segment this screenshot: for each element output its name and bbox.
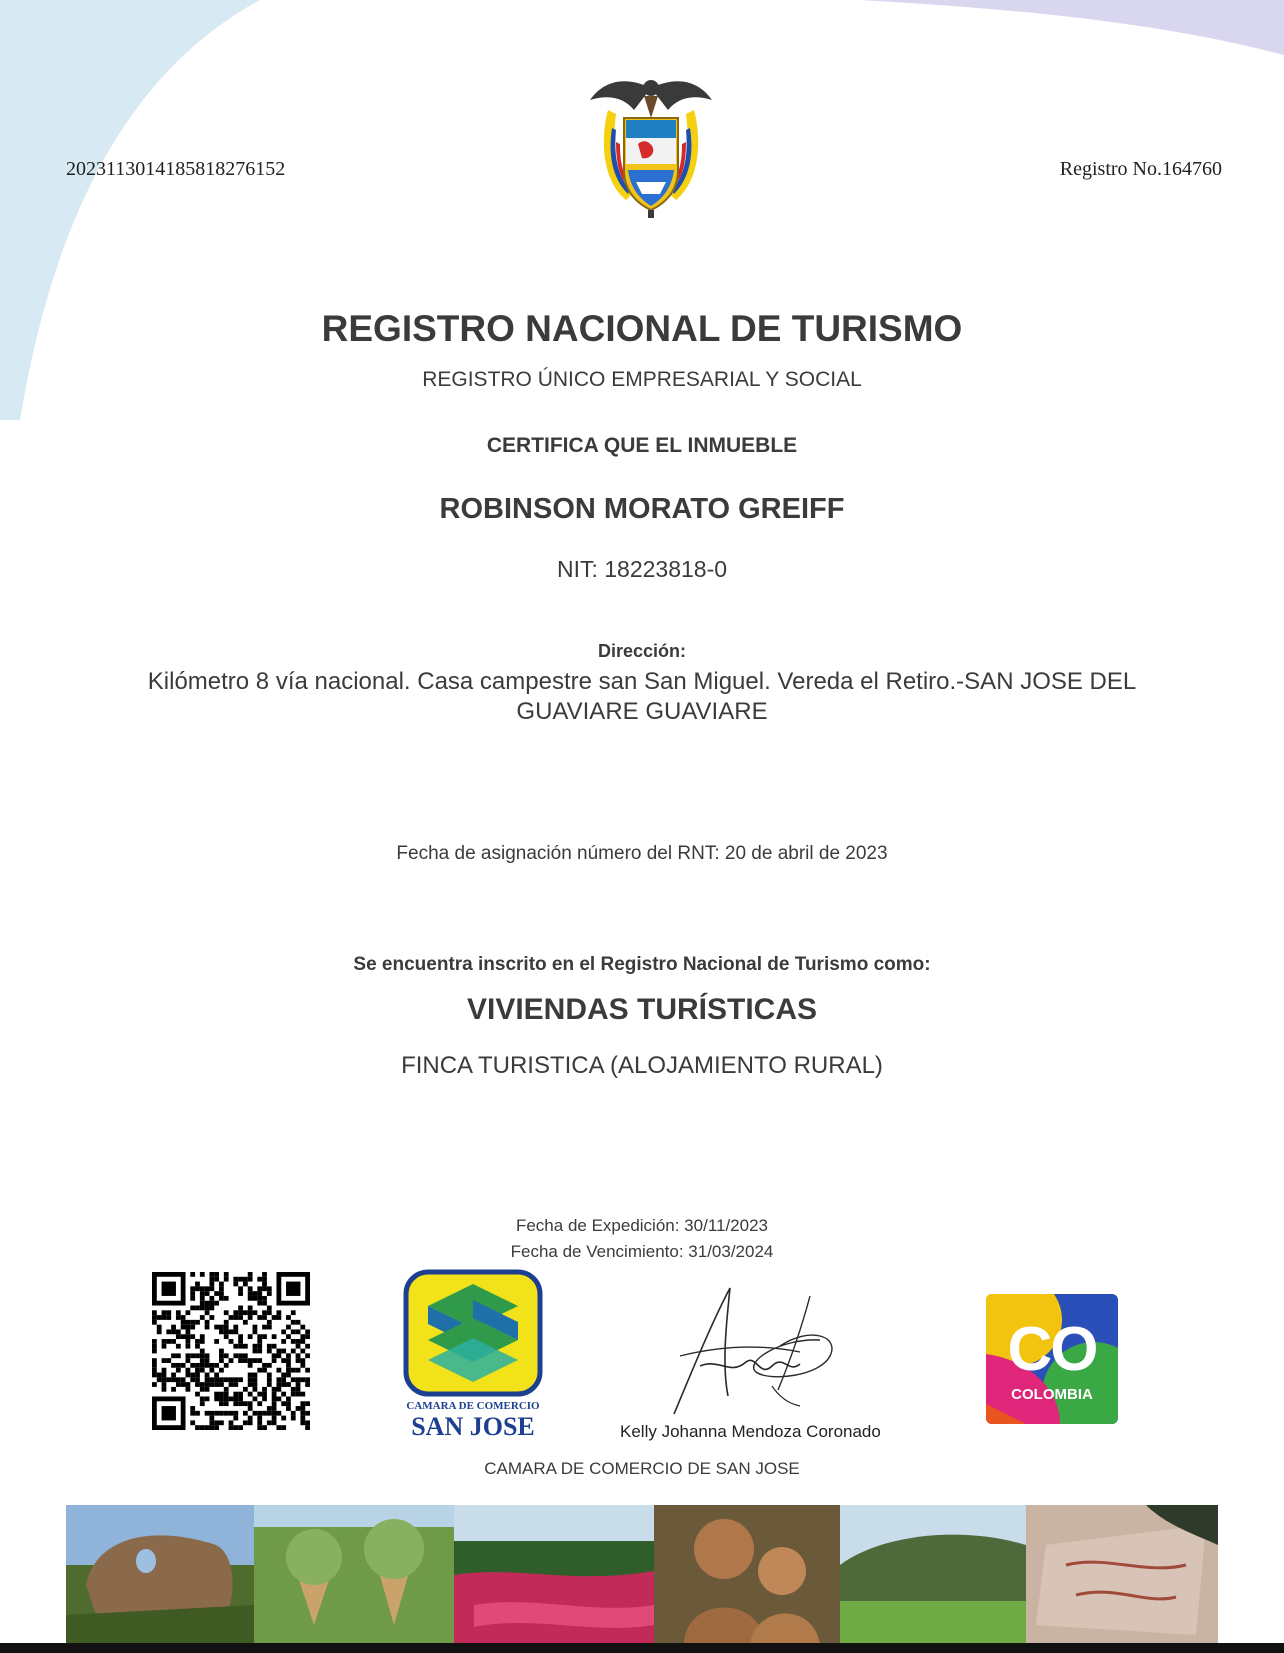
direccion-value: Kilómetro 8 vía nacional. Casa campestre san San Miguel. Vereda el Retiro.-SAN JOSE DEL GUAVIARE GUAVIARE bbox=[147, 668, 1137, 725]
certifica-heading: CERTIFICA QUE EL INMUEBLE bbox=[486, 434, 798, 457]
colombia-co-text: CO bbox=[1007, 1315, 1097, 1384]
fecha-vencimiento: Fecha de Vencimiento: 31/03/2024 bbox=[510, 1242, 774, 1261]
camara-comercio-logo bbox=[388, 1268, 558, 1440]
qr-code-icon bbox=[152, 1272, 310, 1430]
photo-rock-formation bbox=[66, 1505, 254, 1645]
bottom-bar bbox=[0, 1643, 1284, 1653]
subcategory-title: FINCA TURISTICA (ALOJAMIENTO RURAL) bbox=[401, 1052, 883, 1079]
document-subtitle: REGISTRO ÚNICO EMPRESARIAL Y SOCIAL bbox=[422, 368, 862, 391]
document-title: REGISTRO NACIONAL DE TURISMO bbox=[321, 308, 963, 349]
photo-cano-cristales bbox=[454, 1505, 654, 1645]
chamber-name: CAMARA DE COMERCIO DE SAN JOSE bbox=[484, 1459, 800, 1478]
photo-strip bbox=[66, 1505, 1218, 1645]
holder-name: ROBINSON MORATO GREIFF bbox=[439, 493, 845, 525]
direccion-label: Dirección: bbox=[597, 641, 687, 661]
camara-emblem-icon bbox=[388, 1268, 558, 1398]
photo-frailejones bbox=[254, 1505, 454, 1645]
category-title: VIVIENDAS TURÍSTICAS bbox=[466, 993, 818, 1026]
colombia-text: COLOMBIA bbox=[1011, 1386, 1093, 1403]
coat-of-arms-icon bbox=[586, 70, 716, 218]
camara-line1: CAMARA DE COMERCIO bbox=[406, 1400, 540, 1412]
photo-mountain bbox=[840, 1505, 1026, 1645]
signer-name: Kelly Johanna Mendoza Coronado bbox=[620, 1422, 881, 1441]
inscrito-label: Se encuentra inscrito en el Registro Nacional de Turismo como: bbox=[353, 954, 931, 975]
photo-children bbox=[654, 1505, 840, 1645]
photo-rock-art bbox=[1026, 1505, 1218, 1645]
camara-line2: SAN JOSE bbox=[411, 1412, 535, 1441]
colombia-brand-logo bbox=[986, 1294, 1118, 1424]
nit-value: NIT: 18223818-0 bbox=[556, 556, 728, 582]
signature bbox=[660, 1286, 860, 1416]
fecha-expedicion: Fecha de Expedición: 30/11/2023 bbox=[515, 1216, 769, 1235]
fecha-asignacion-rnt: Fecha de asignación número del RNT: 20 de abril de 2023 bbox=[396, 843, 888, 864]
registro-number: Registro No.164760 bbox=[1059, 158, 1222, 180]
document-number: 20231130141858182​76152 bbox=[66, 158, 286, 180]
